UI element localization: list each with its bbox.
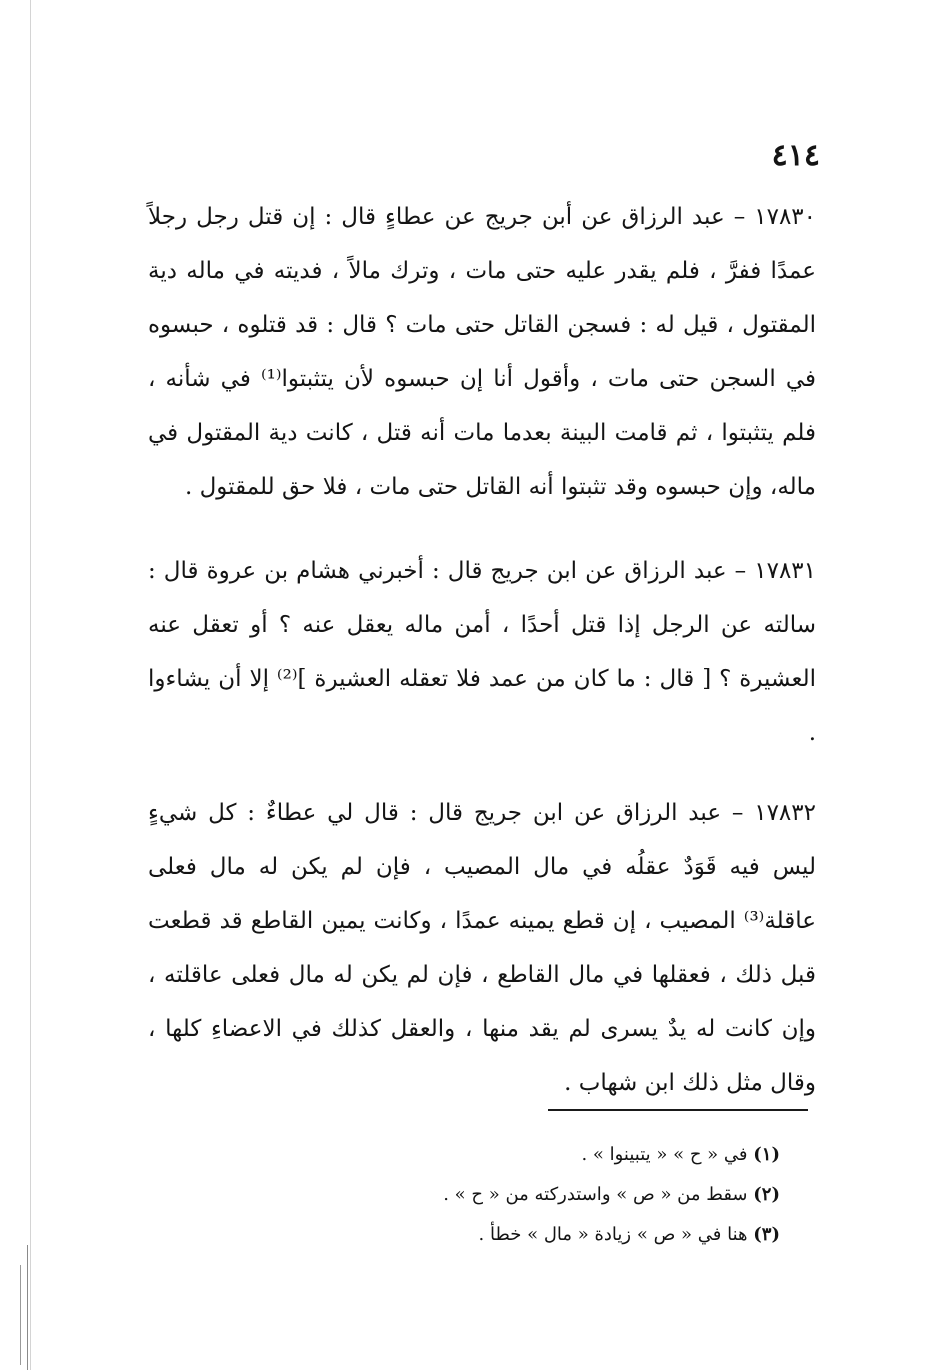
scan-edge-mark: [20, 1265, 21, 1365]
footnote-number: (٣): [753, 1224, 780, 1245]
footnote-text: سقط من « ص » واستدركته من « ح » .: [443, 1184, 748, 1205]
footnote-text: في « ح » « يتبينوا » .: [581, 1144, 748, 1165]
page-number: ٤١٤: [771, 138, 820, 173]
footnote-divider: [548, 1109, 808, 1111]
footnote-number: (١): [753, 1144, 780, 1165]
hadith-text: – عبد الرزاق عن ابن جريج قال : قال لي عطاءٌ : كل شيءٍ ليس فيه قَوَدٌ عقلُه في مال المصيب ، فإن لم يكن له مال فعلى عاقلة⁽³⁾ المصيب ، إن قطع يمينه عمدًا ، وكانت يمين القاطع قد قطعت قبل ذلك ، فعقلها في مال القاطع ، فإن لم يكن له مال فعلى عاقلته ، وإن كانت له يدٌ يسرى لم يقد منها ، والعقل كذلك في الاعضاءِ كلها ، وقال مثل ذلك ابن شهاب .: [148, 800, 816, 1096]
hadith-number: ١٧٨٣٠: [754, 204, 817, 230]
main-text: [148, 190, 816, 1140]
hadith-text: – عبد الرزاق عن ابن جريج قال : أخبرني هشام بن عروة قال : سالته عن الرجل إذا قتل أحدًا ، أمن ماله يعقل عنه ؟ أو تعقل عنه العشيرة ؟ [ قال : ما كان من عمد فلا تعقله العشيرة ]⁽²⁾ إلا أن يشاءوا .: [148, 558, 817, 746]
hadith-paragraph: [148, 786, 816, 1110]
footnote-item: [380, 1215, 780, 1255]
footnote-item: [380, 1175, 780, 1215]
hadith-text: – عبد الرزاق عن أبن جريج عن عطاءٍ قال : إن قتل رجل رجلاً عمدًا ففرَّ ، فلم يقدر عليه حتى مات ، وترك مالاً ، فديته في ماله دية المقتول ، قيل له : فسجن القاتل حتى مات ؟ قال : قد قتلوه ، حبسوه في السجن حتى مات ، وأقول أنا إن حبسوه لأن يتثبتوا⁽¹⁾ في شأنه ، فلم يتثبتوا ، ثم قامت البينة بعدما مات أنه قتل ، كانت دية المقتول في ماله، وإن حبسوه وقد تثبتوا أنه القاتل حتى مات ، فلا حق للمقتول .: [148, 204, 816, 500]
hadith-paragraph: [148, 190, 816, 514]
hadith-number: ١٧٨٣١: [754, 558, 817, 584]
scan-edge-mark: [27, 1245, 28, 1370]
footnote-item: [380, 1135, 780, 1175]
footnote-text: هنا في « ص » زيادة « مال » خطأ .: [478, 1224, 748, 1245]
hadith-number: ١٧٨٣٢: [754, 800, 816, 826]
hadith-paragraph: [148, 544, 816, 760]
footnotes: [380, 1135, 780, 1255]
scan-edge-line: [30, 0, 31, 1370]
footnote-number: (٢): [753, 1184, 780, 1205]
